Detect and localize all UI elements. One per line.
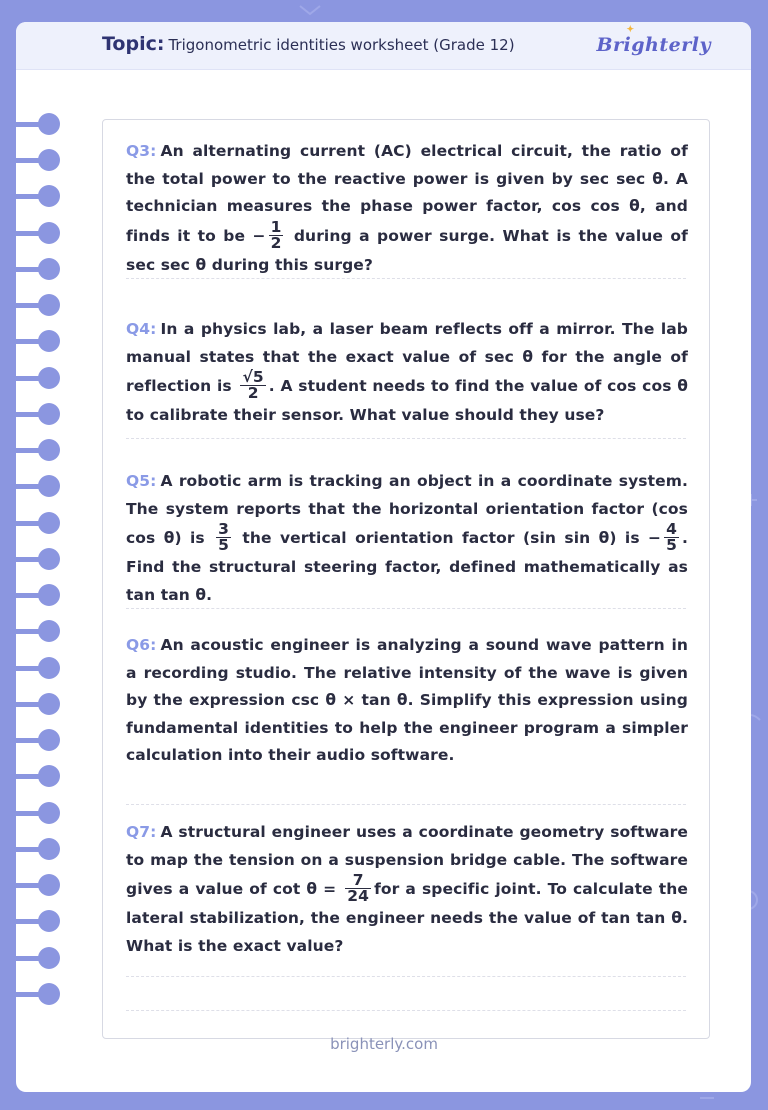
question-q6 [126,632,688,770]
question-text: A structural engineer uses a coordinate geometry software to map the tension on a suspension bridge cable. The software gives a value of cot θ = [126,823,688,899]
footer-url: brighterly.com [330,1035,438,1053]
question-text: the vertical orientation factor (sin sin θ) is − [242,529,662,548]
binding-ring [14,258,62,280]
binding-ring [14,765,62,787]
answer-line [126,1010,686,1011]
binding-ring [14,149,62,171]
logo-text: Brighterly [596,34,711,56]
binding-ring [14,620,62,642]
fraction-numerator: 3 [218,520,229,539]
question-number: Q7: [126,823,157,841]
binding-ring [14,222,62,244]
question-number: Q5: [126,472,157,490]
question-text: . Find the structural steering factor, defined mathematically as tan tan θ. [126,529,688,604]
binding-ring [14,657,62,679]
fraction-denominator: 5 [666,536,677,555]
questions-panel [102,119,710,1039]
spiral-binding [0,0,62,1110]
topic-label: Topic: [102,33,165,55]
fraction [345,873,371,904]
fraction [269,217,284,252]
page-header [16,22,751,70]
binding-ring [14,584,62,606]
topic-heading [102,33,515,55]
question-number: Q4: [126,320,157,338]
fraction [664,522,679,553]
binding-ring [14,729,62,751]
binding-ring [14,802,62,824]
topic-title: Trigonometric identities worksheet (Grade 12) [168,36,515,54]
binding-ring [14,838,62,860]
fraction-denominator: 24 [347,887,370,906]
binding-ring [14,910,62,932]
binding-ring [14,947,62,969]
question-text: during a power surge. What is the value of sec sec θ during this surge? [126,226,689,274]
fraction-denominator: 2 [247,384,259,403]
question-text: for a specific joint. To calculate the lateral stabilization, the engineer needs the value of tan tan θ. What is the exact value? [126,880,688,955]
question-text: In a physics lab, a laser beam reflects off a mirror. The lab manual states that the exact value of sec θ for the angle of reflection is [126,320,688,396]
brand-logo [596,25,711,56]
question-number: Q6: [126,636,157,654]
fraction-numerator: 1 [270,217,282,236]
binding-ring [14,548,62,570]
fraction-numerator: √5 [242,368,264,387]
question-text: An alternating current (AC) electrical circuit, the ratio of the total power to the reactive power is given by sec sec θ. A technician measures the phase power factor, cos cos θ, and finds it to be − [126,142,688,245]
binding-ring [14,512,62,534]
binding-ring [14,113,62,135]
binding-ring [14,403,62,425]
binding-ring [14,693,62,715]
fraction [240,370,265,401]
question-q3 [126,138,688,279]
answer-line [126,278,686,279]
fraction-numerator: 4 [666,520,677,539]
binding-ring [14,294,62,316]
question-q7 [126,819,688,960]
question-text: A robotic arm is tracking an object in a coordinate system. The system reports that the horizontal orientation factor (cos cos θ) is [126,472,688,548]
binding-ring [14,475,62,497]
question-q4 [126,316,688,430]
answer-line [126,438,686,439]
binding-ring [14,330,62,352]
fraction-denominator: 2 [270,233,282,252]
fraction [216,522,231,553]
question-text: An acoustic engineer is analyzing a sound wave pattern in a recording studio. The relative intensity of the wave is given by the expression csc θ × tan θ. Simplify this expression using fundamental identities to help the engineer program a simpler calculation into their audio software. [126,636,688,765]
question-q5 [126,468,688,609]
fraction-denominator: 5 [218,536,229,555]
answer-line [126,804,686,805]
binding-ring [14,439,62,461]
binding-ring [14,983,62,1005]
binding-ring [14,874,62,896]
fraction-numerator: 7 [345,873,371,889]
logo-sparkle-icon: ✦ [626,25,635,35]
question-text: . A student needs to find the value of cos cos θ to calibrate their sensor. What value should they use? [126,377,688,425]
answer-line [126,976,686,977]
binding-ring [14,185,62,207]
question-number: Q3: [126,142,157,160]
answer-line [126,608,686,609]
binding-ring [14,367,62,389]
